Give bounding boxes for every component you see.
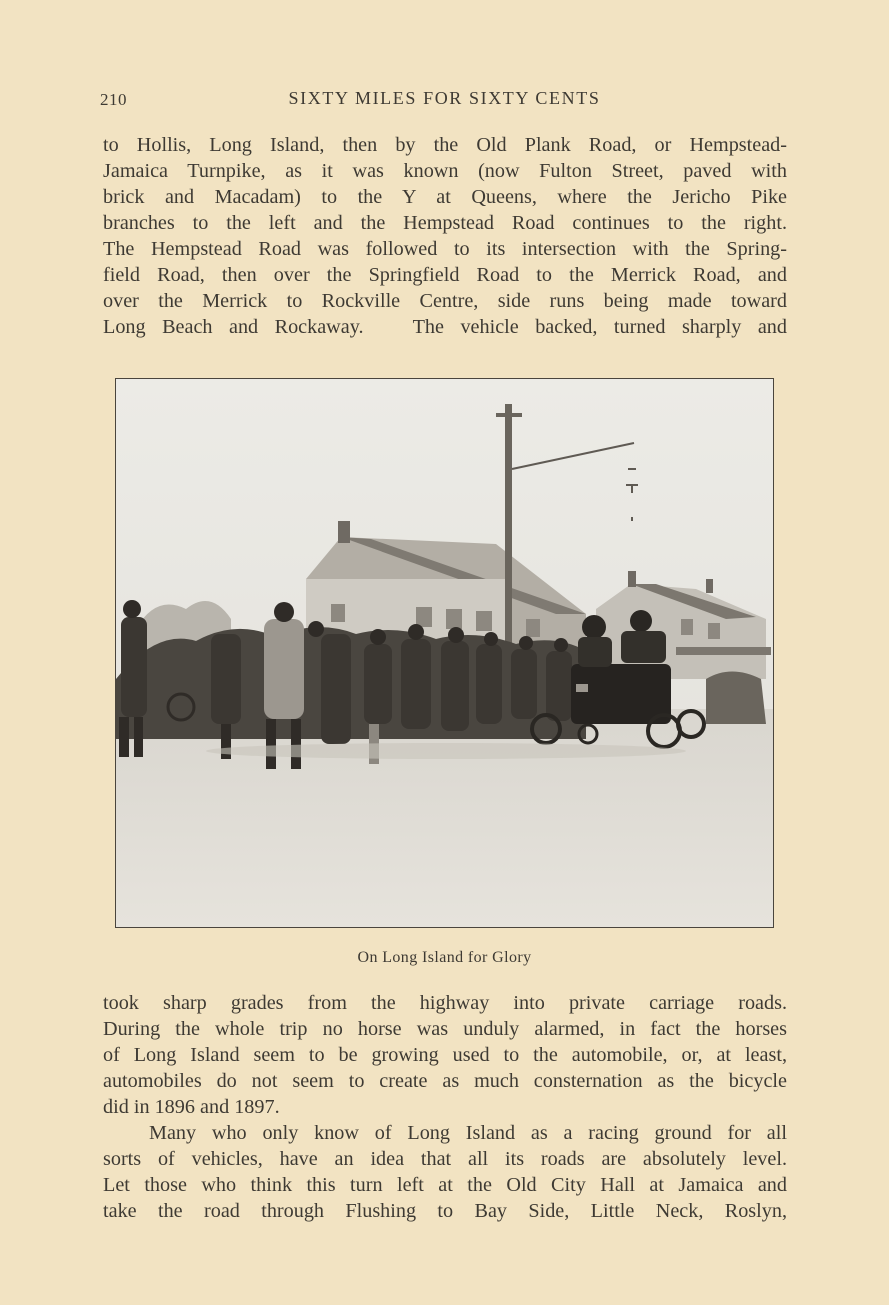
text-line: took sharp grades from the highway into private carriage roads. bbox=[103, 992, 787, 1014]
text-line: field Road, then over the Springfield Road to the Merrick Road, and bbox=[103, 264, 787, 286]
page-header bbox=[0, 86, 889, 116]
text-line: of Long Island seem to be growing used to the automobile, or, at least, bbox=[103, 1044, 787, 1066]
text-line: over the Merrick to Rockville Centre, side runs being made toward bbox=[103, 290, 787, 312]
page-number: 210 bbox=[100, 90, 127, 109]
photograph bbox=[115, 378, 774, 928]
text-line: branches to the left and the Hempstead Road continues to the right. bbox=[103, 212, 787, 234]
road-shadow bbox=[206, 743, 686, 759]
text-line: brick and Macadam) to the Y at Queens, where the Jericho Pike bbox=[103, 186, 787, 208]
paragraph-2 bbox=[103, 990, 787, 1224]
paragraph-1 bbox=[103, 132, 787, 340]
text-line: During the whole trip no horse was unduly alarmed, in fact the horses bbox=[103, 1018, 787, 1040]
text-line: sorts of vehicles, have an idea that all its roads are absolutely level. bbox=[103, 1148, 787, 1170]
photo-caption: On Long Island for Glory bbox=[357, 949, 532, 966]
photo-illustration bbox=[116, 379, 773, 927]
text-line: Many who only know of Long Island as a racing ground for all bbox=[149, 1122, 787, 1144]
text-line: did in 1896 and 1897. bbox=[103, 1096, 280, 1118]
text-line: Jamaica Turnpike, as it was known (now Fulton Street, paved with bbox=[103, 160, 787, 182]
text-line: take the road through Flushing to Bay Side, Little Neck, Roslyn, bbox=[103, 1200, 787, 1222]
text-line: automobiles do not seem to create as much consternation as the bicycle bbox=[103, 1070, 787, 1092]
text-line: to Hollis, Long Island, then by the Old Plank Road, or Hempstead- bbox=[103, 134, 787, 156]
text-line: The Hempstead Road was followed to its intersection with the Spring- bbox=[103, 238, 787, 260]
running-head: SIXTY MILES FOR SIXTY CENTS bbox=[288, 88, 601, 108]
text-line: Long Beach and Rockaway. The vehicle backed, turned sharply and bbox=[103, 316, 787, 338]
text-line: Let those who think this turn left at the Old City Hall at Jamaica and bbox=[103, 1174, 787, 1196]
